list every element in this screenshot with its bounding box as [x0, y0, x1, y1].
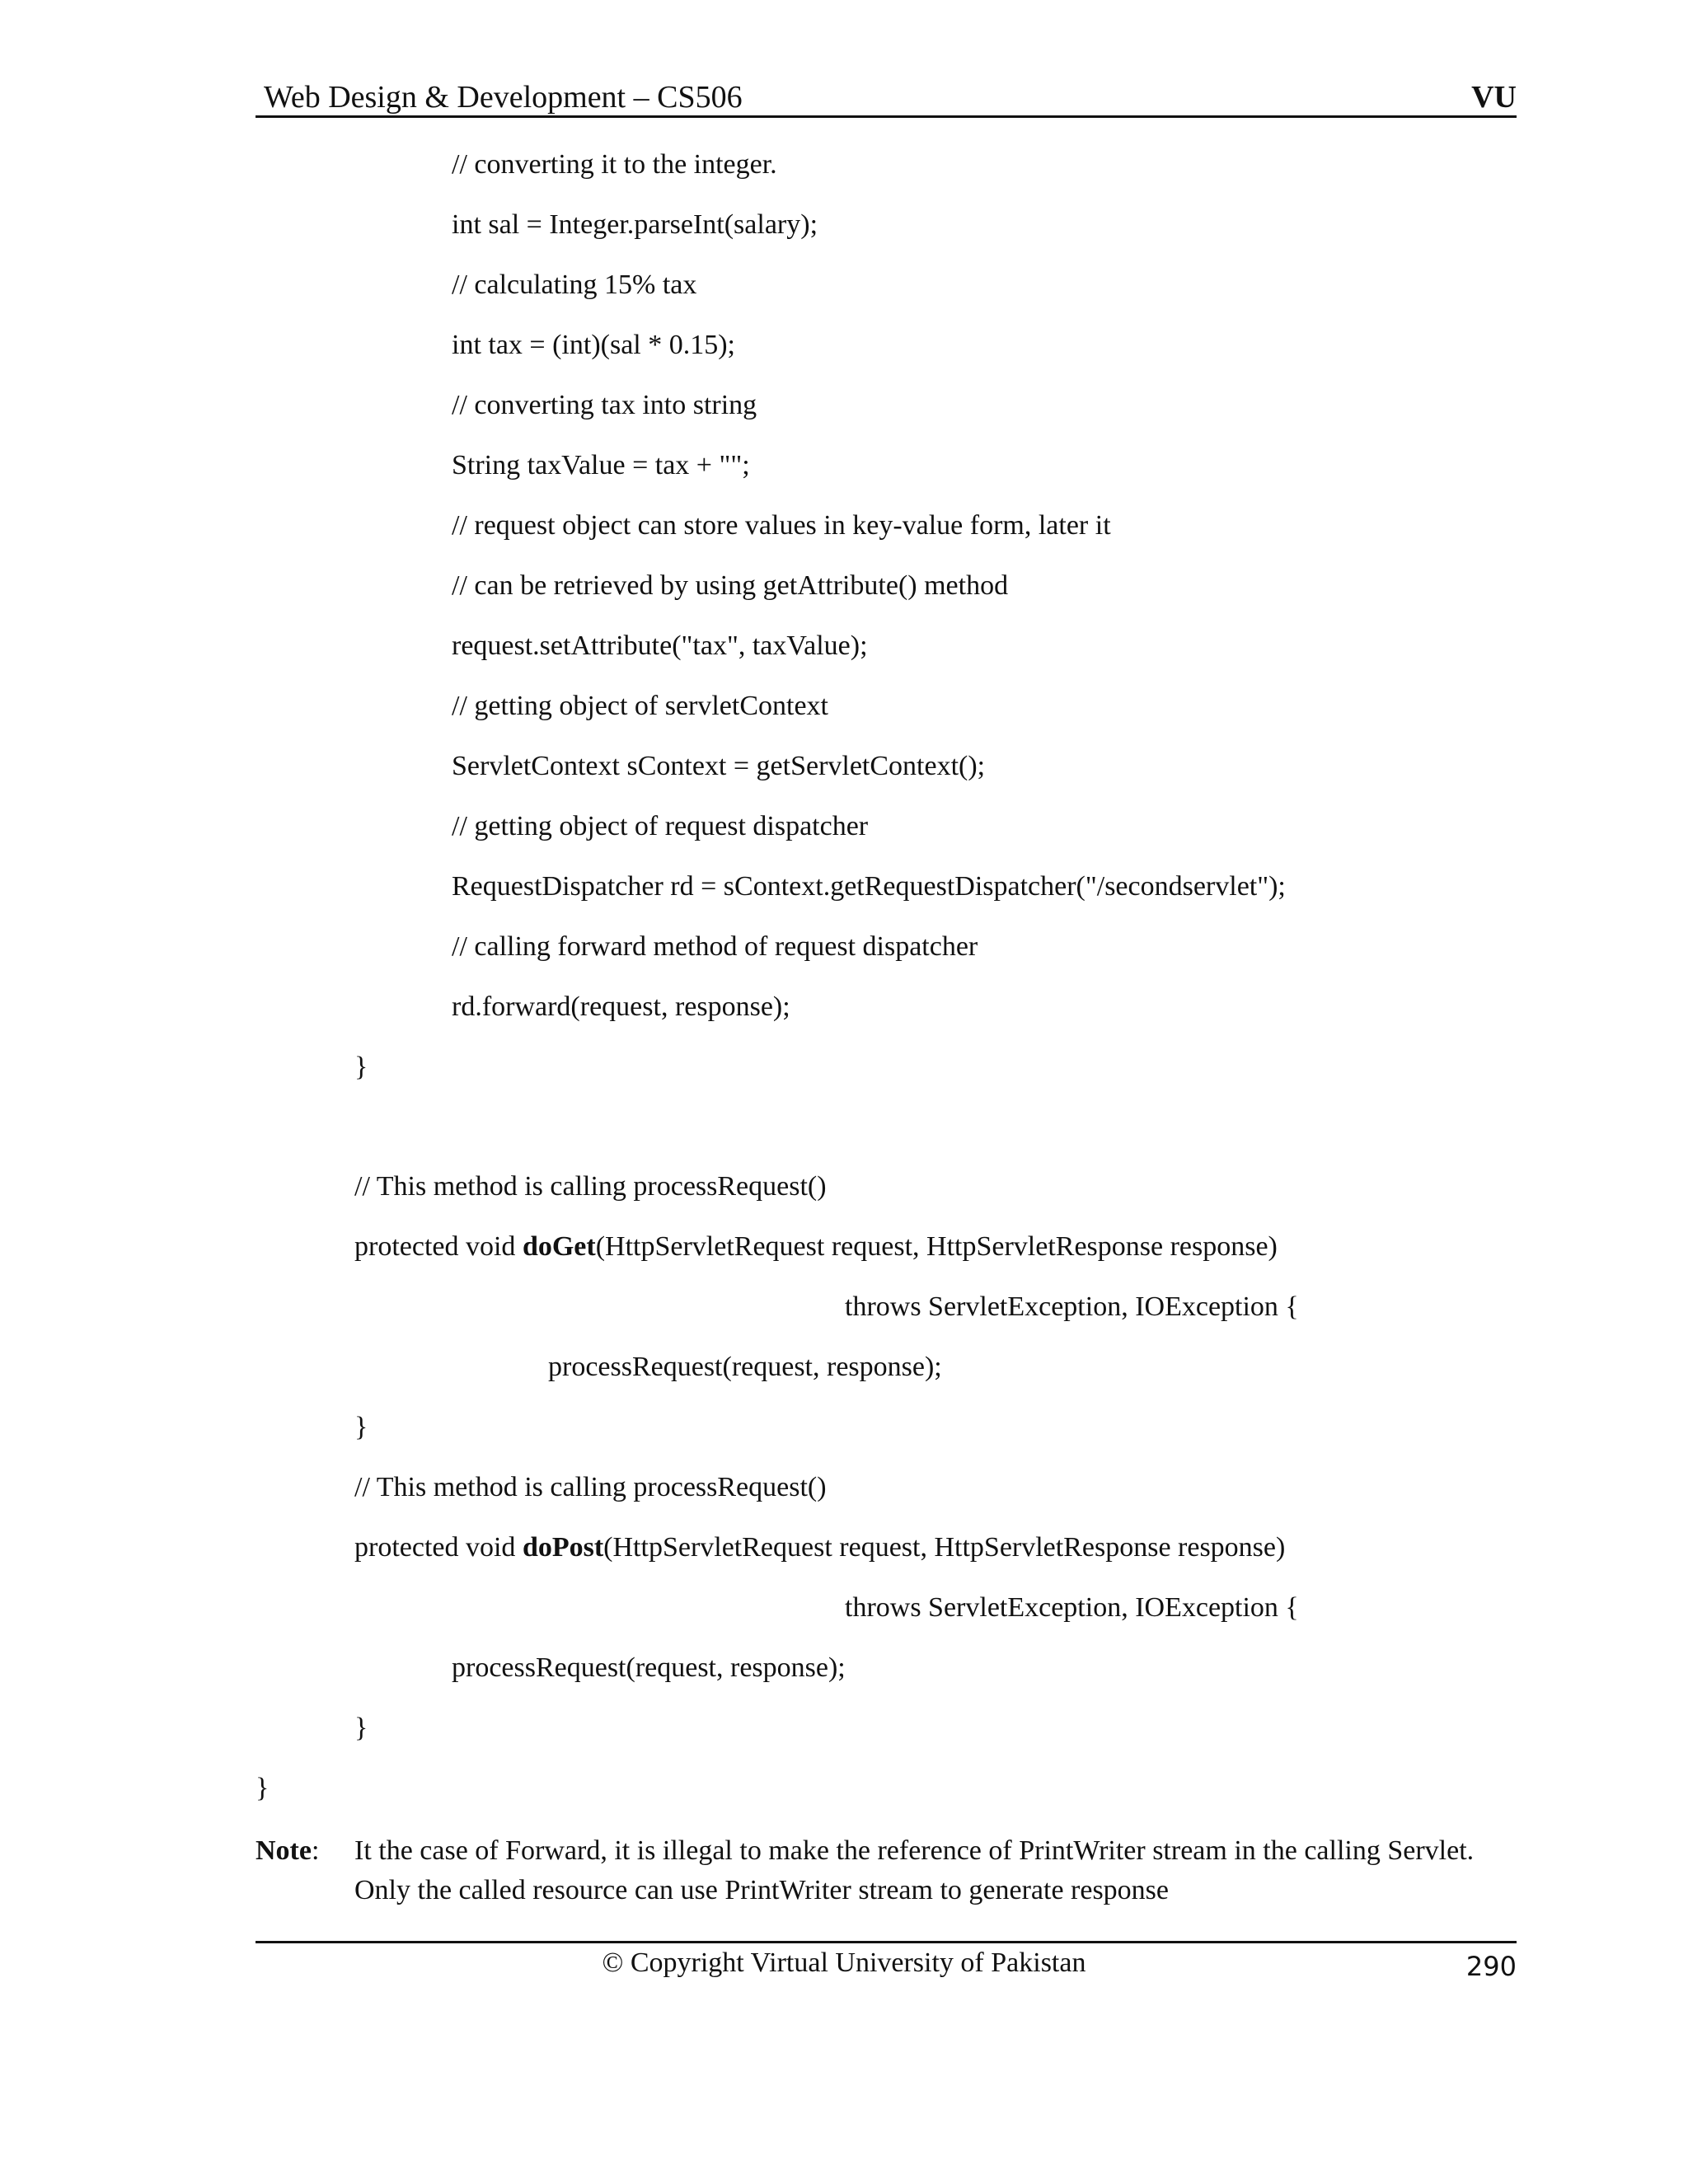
- code-close-brace: }: [354, 1412, 368, 1442]
- note-label: Note:: [256, 1835, 320, 1866]
- code-line: throws ServletException, IOException {: [845, 1291, 1299, 1322]
- doget-prefix: protected void: [354, 1231, 523, 1262]
- footer-copyright: © Copyright Virtual University of Pakistan: [602, 1947, 1086, 1978]
- footer-divider: [256, 1941, 1517, 1943]
- code-line: // getting object of servletContext: [452, 691, 829, 721]
- code-line: // converting it to the integer.: [452, 149, 777, 180]
- code-line: // This method is calling processRequest(): [354, 1171, 827, 1202]
- code-line: String taxValue = tax + "";: [452, 450, 750, 480]
- code-line: // calling forward method of request dispatcher: [452, 931, 978, 962]
- code-close-brace: }: [354, 1713, 368, 1743]
- page-number: 290: [1465, 1951, 1517, 1982]
- code-line: rd.forward(request, response);: [452, 991, 790, 1022]
- doget-signature: [354, 1230, 1278, 1263]
- code-line: request.setAttribute("tax", taxValue);: [452, 630, 868, 661]
- code-line: // This method is calling processRequest(): [354, 1472, 827, 1502]
- code-line: int sal = Integer.parseInt(salary);: [452, 209, 818, 240]
- header-badge: VU: [1471, 80, 1517, 115]
- dopost-method-name: doPost: [522, 1532, 604, 1563]
- code-line: RequestDispatcher rd = sContext.getRequestDispatcher("/secondservlet");: [452, 871, 1286, 902]
- code-line: // request object can store values in key-value form, later it: [452, 510, 1111, 541]
- code-line: int tax = (int)(sal * 0.15);: [452, 330, 736, 360]
- note-text: It the case of Forward, it is illegal to make the reference of PrintWriter stream in the calling Servlet. Only the called resource can use PrintWriter stream to generate response: [354, 1835, 1475, 1905]
- code-line: // can be retrieved by using getAttribute() method: [452, 570, 1009, 601]
- code-line: ServletContext sContext = getServletContext();: [452, 751, 986, 781]
- code-line: processRequest(request, response);: [452, 1652, 846, 1683]
- code-line: processRequest(request, response);: [548, 1352, 942, 1382]
- code-close-brace: }: [256, 1773, 270, 1803]
- code-line: // converting tax into string: [452, 390, 757, 420]
- code-line: // calculating 15% tax: [452, 269, 697, 300]
- code-close-brace: }: [354, 1052, 368, 1082]
- doget-method-name: doGet: [522, 1231, 596, 1262]
- header-title: Web Design & Development – CS506: [264, 80, 743, 115]
- dopost-signature: [354, 1531, 1285, 1564]
- doget-params: (HttpServletRequest request, HttpServletResponse response): [595, 1231, 1278, 1262]
- code-line: // getting object of request dispatcher: [452, 811, 869, 841]
- dopost-params: (HttpServletRequest request, HttpServletResponse response): [603, 1532, 1286, 1563]
- code-line: throws ServletException, IOException {: [845, 1592, 1299, 1623]
- dopost-prefix: protected void: [354, 1532, 523, 1563]
- page-header: [256, 79, 1517, 118]
